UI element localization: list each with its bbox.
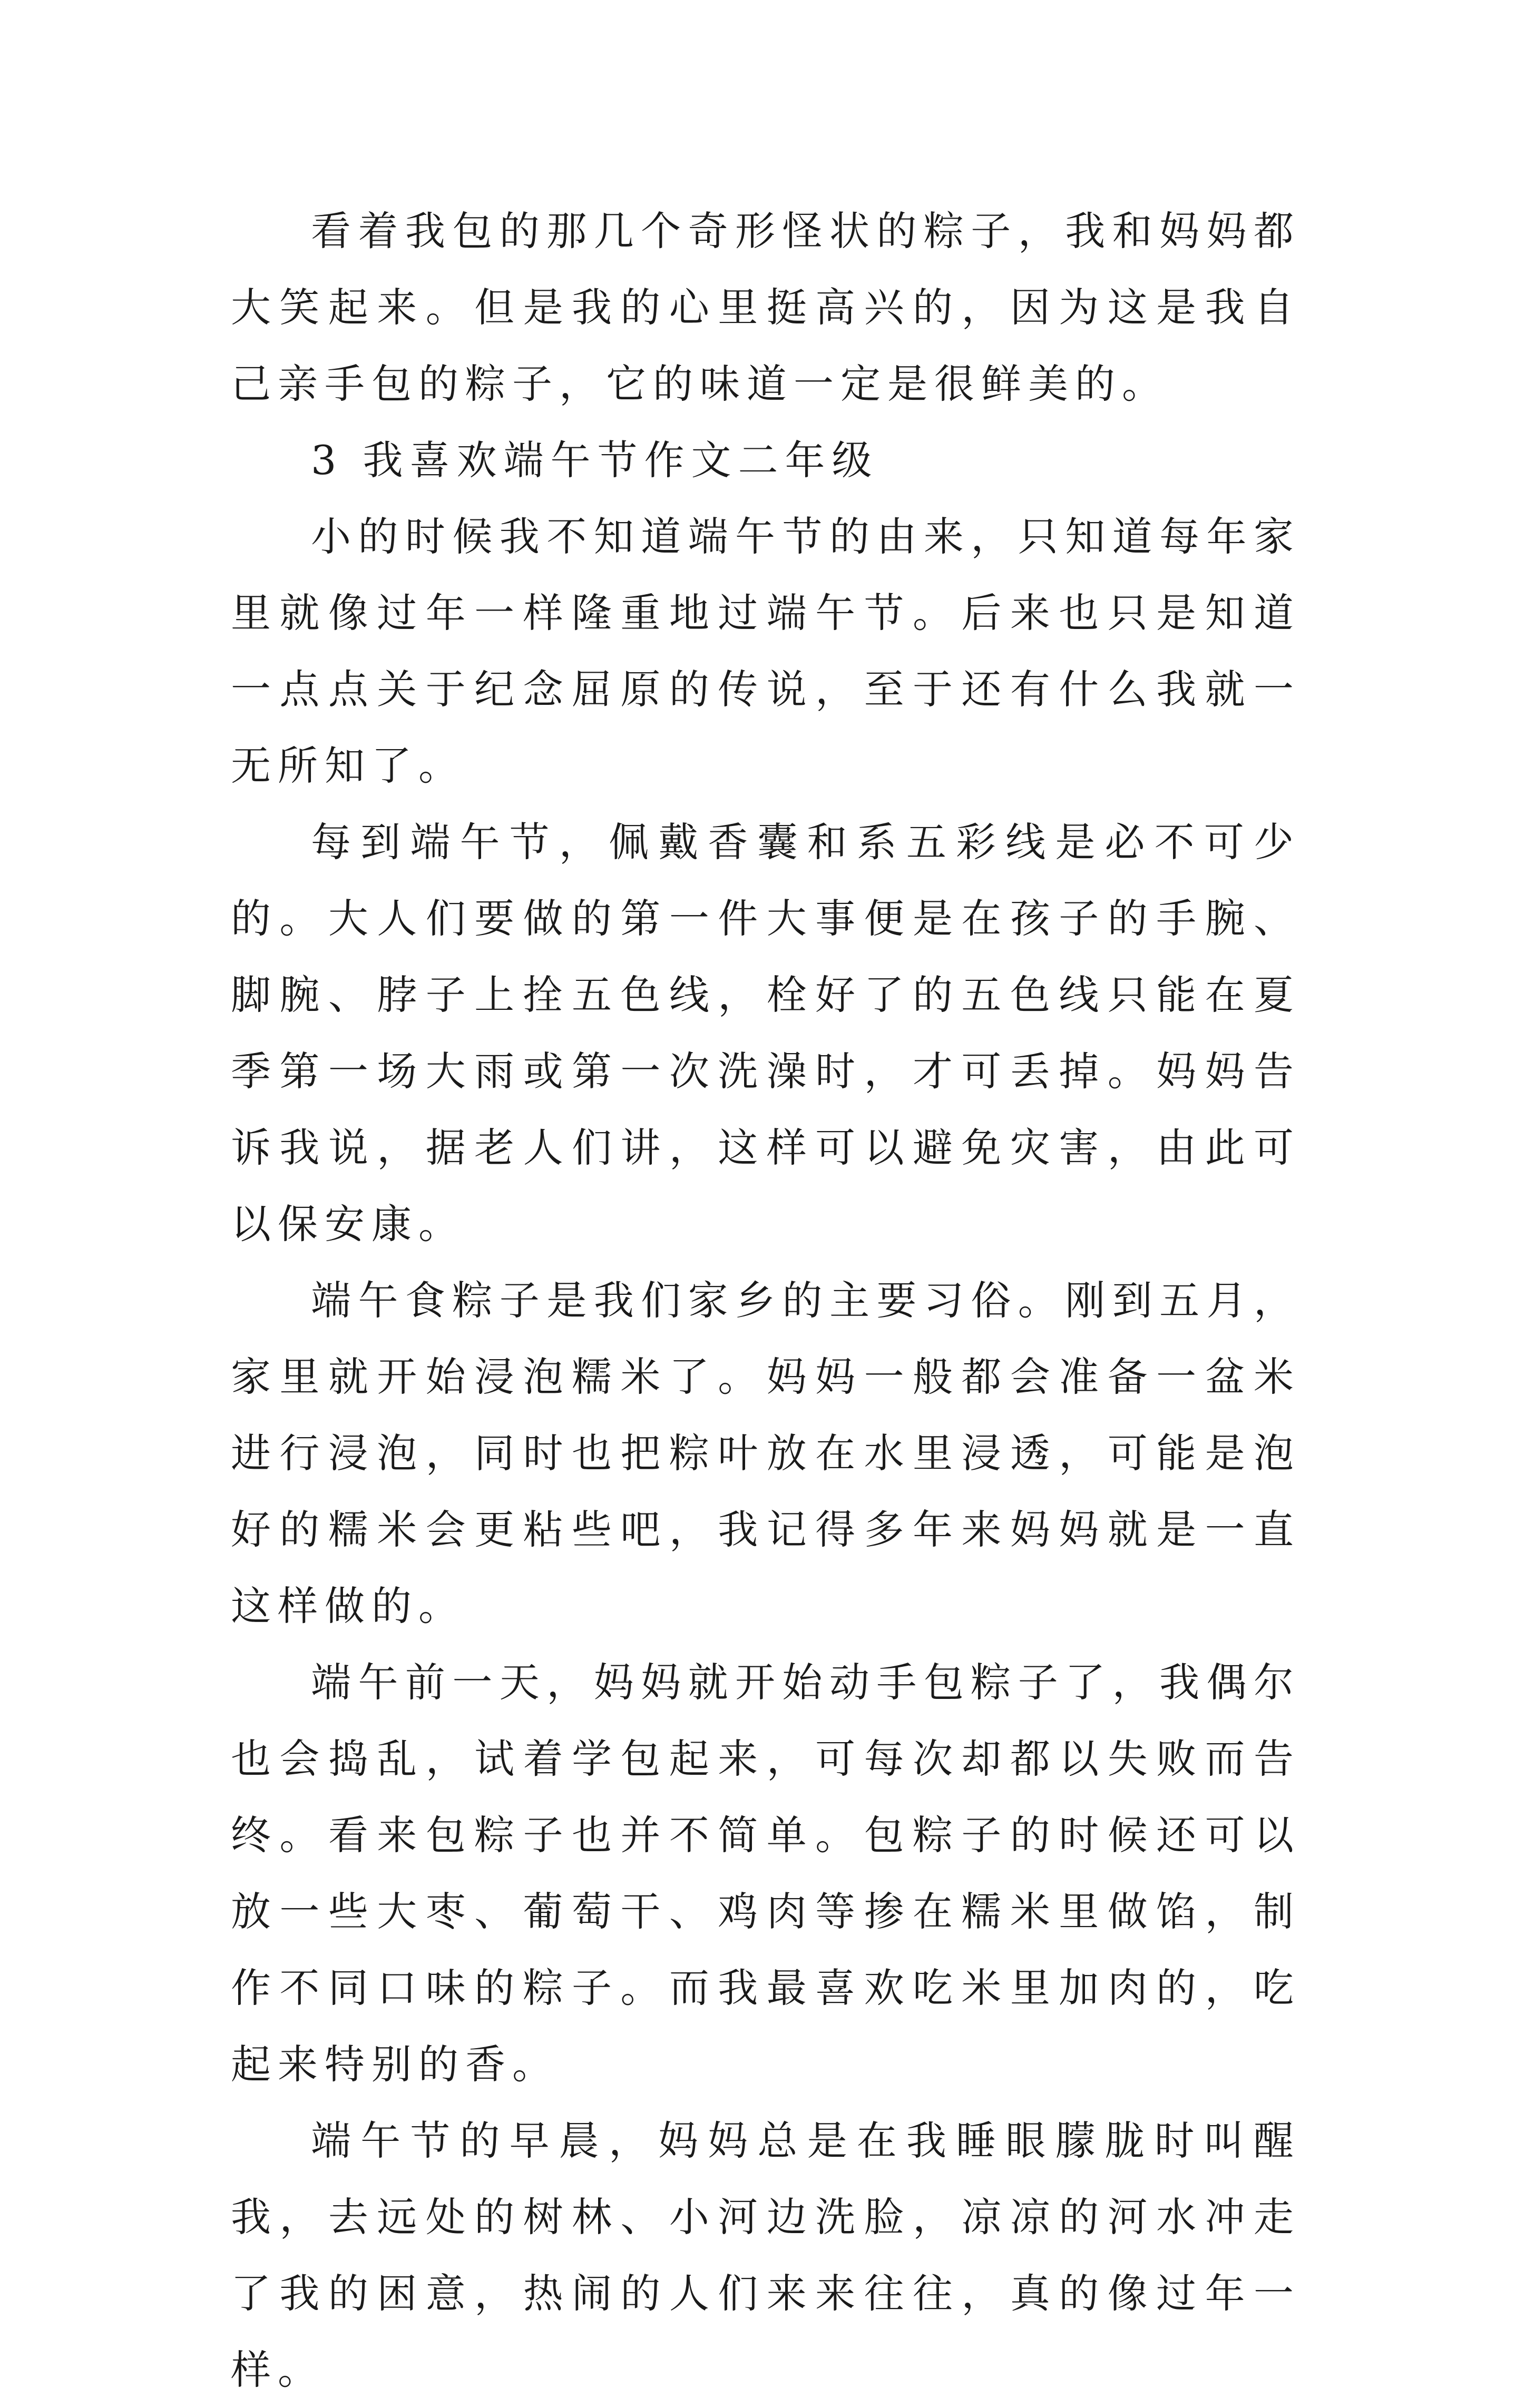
paragraph-making-zongzi: 端午前一天，妈妈就开始动手包粽子了，我偶尔也会捣乱，试着学包起来，可每次却都以失败而告终。看来包粽子也并不简单。包粽子的时候还可以放一些大枣、葡萄干、鸡肉等掺在糯米里做馅，制作不同口味的粽子。而我最喜欢吃米里加肉的，吃起来特别的香。 [231,1659,1301,2088]
paragraph-zongzi-laugh: 看着我包的那几个奇形怪状的粽子，我和妈妈都大笑起来。但是我的心里挺高兴的，因为这是我自己亲手包的粽子，它的味道一定是很鲜美的。 [231,208,1301,407]
document-body [231,193,1301,2408]
paragraph-sachet-threads: 每到端午节，佩戴香囊和系五彩线是必不可少的。大人们要做的第一件大事便是在孩子的手腕、脚腕、脖子上拴五色线，栓好了的五色线只能在夏季第一场大雨或第一次洗澡时，才可丢掉。妈妈告诉我说，据老人们讲，这样可以避免灾害，由此可以保安康。 [231,819,1301,1247]
paragraph-soaking-rice: 端午食粽子是我们家乡的主要习俗。刚到五月，家里就开始浸泡糯米了。妈妈一般都会准备一盆米进行浸泡，同时也把粽叶放在水里浸透，可能是泡好的糯米会更粘些吧，我记得多年来妈妈就是一直这样做的。 [231,1277,1301,1629]
paragraph-origin: 小的时候我不知道端午节的由来，只知道每年家里就像过年一样隆重地过端午节。后来也只是知道一点点关于纪念屈原的传说，至于还有什么我就一无所知了。 [231,513,1301,789]
paragraph-morning: 端午节的早晨，妈妈总是在我睡眼朦胧时叫醒我，去远处的树林、小河边洗脸，凉凉的河水冲走了我的困意，热闹的人们来来往往，真的像过年一样。 [231,2117,1301,2393]
essay-title: 3 我喜欢端午节作文二年级 [311,437,879,484]
